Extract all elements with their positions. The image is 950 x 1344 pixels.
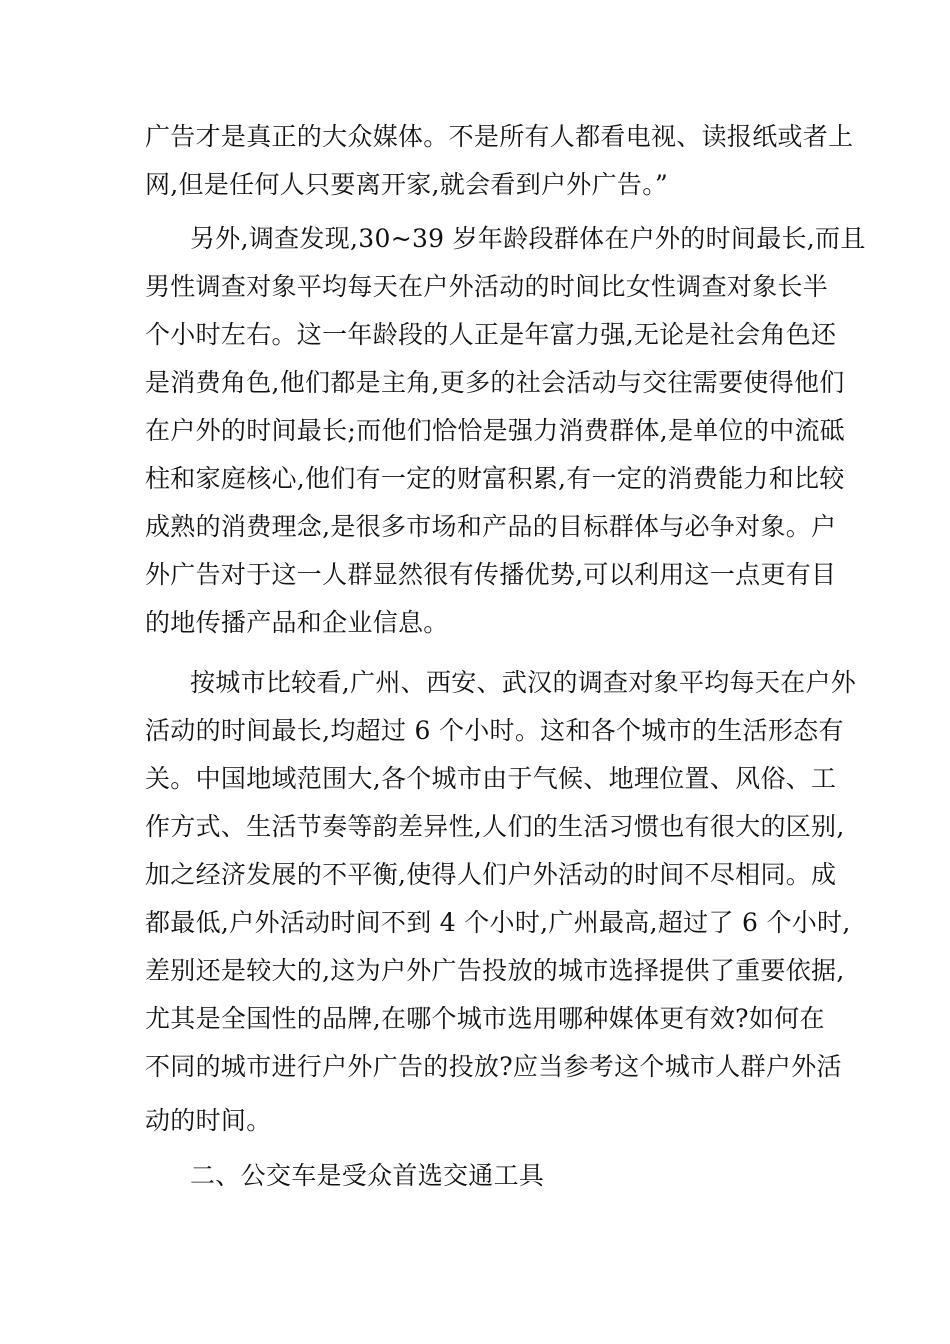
paragraph-2-line-2: 男性调查对象平均每天在户外活动的时间比女性调查对象长半 bbox=[145, 272, 829, 301]
paragraph-3-line-3: 关。中国地域范围大,各个城市由于气候、地理位置、风俗、工 bbox=[145, 764, 837, 793]
paragraph-1-line-1: 广告才是真正的大众媒体。不是所有人都看电视、读报纸或者上 bbox=[145, 122, 854, 151]
paragraph-2-line-9: 的地传播产品和企业信息。 bbox=[145, 608, 449, 637]
paragraph-3-line-10: 动的时间。 bbox=[145, 1106, 272, 1135]
paragraph-2-line-6: 柱和家庭核心,他们有一定的财富积累,有一定的消费能力和比较 bbox=[145, 464, 845, 493]
paragraph-2-line-5: 在户外的时间最长;而他们恰恰是强力消费群体,是单位的中流砥 bbox=[145, 416, 846, 445]
paragraph-3-line-1: 按城市比较看,广州、西安、武汉的调查对象平均每天在户外 bbox=[190, 668, 857, 697]
paragraph-2-line-4: 是消费角色,他们都是主角,更多的社会活动与交往需要使得他们 bbox=[145, 368, 845, 397]
paragraph-3-line-5: 加之经济发展的不平衡,使得人们户外活动的时间不尽相同。成 bbox=[145, 860, 837, 889]
paragraph-3-line-7: 差别还是较大的,这为户外广告投放的城市选择提供了重要依据, bbox=[145, 956, 845, 985]
paragraph-3-line-4: 作方式、生活节奏等韵差异性,人们的生活习惯也有很大的区别, bbox=[145, 812, 845, 841]
paragraph-3-line-8: 尤其是全国性的品牌,在哪个城市选用哪种媒体更有效?如何在 bbox=[145, 1004, 825, 1033]
paragraph-2-line-8: 外广告对于这一人群显然很有传播优势,可以利用这一点更有目 bbox=[145, 560, 837, 589]
paragraph-2-line-3: 个小时左右。这一年龄段的人正是年富力强,无论是社会角色还 bbox=[145, 320, 837, 349]
paragraph-2-line-7: 成熟的消费理念,是很多市场和产品的目标群体与必争对象。户 bbox=[145, 512, 837, 541]
paragraph-3-line-2: 活动的时间最长,均超过 6 个小时。这和各个城市的生活形态有 bbox=[145, 716, 844, 745]
paragraph-3-line-9: 不同的城市进行户外广告的投放?应当参考这个城市人群户外活 bbox=[145, 1052, 842, 1081]
paragraph-1-line-2: 网,但是任何人只要离开家,就会看到户外广告。” bbox=[145, 170, 669, 199]
paragraph-2-line-1: 另外,调查发现,30~39 岁年龄段群体在户外的时间最长,而且 bbox=[190, 224, 866, 253]
paragraph-3-line-6: 都最低,户外活动时间不到 4 个小时,广州最高,超过了 6 个小时, bbox=[145, 908, 851, 937]
section-heading: 二、公交车是受众首选交通工具 bbox=[190, 1161, 545, 1190]
